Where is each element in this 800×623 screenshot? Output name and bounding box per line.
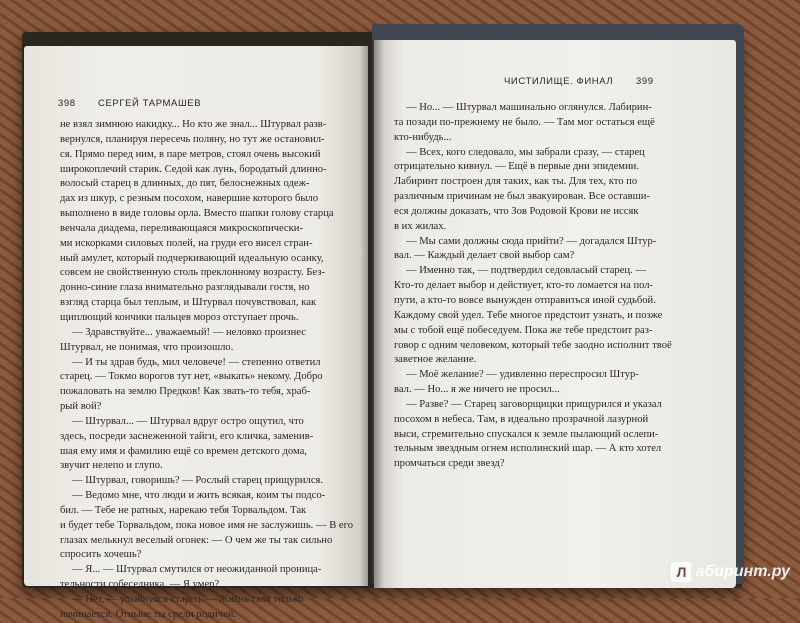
text-line: — Мы сами должны сюда прийти? — догадался Штур- (406, 235, 657, 247)
left-page-number: 398 (58, 98, 76, 109)
text-line: Штурвал, не понимая, что произошло. (60, 341, 234, 353)
text-line: пожаловать на землю Предков! Как звать-то тебя, храб- (60, 386, 311, 398)
text-line: Лабиринт построен для таких, как ты. Для тех, кто по (394, 176, 638, 188)
right-page-text (394, 101, 719, 472)
text-line: и будет тебе Торвальдом, пока новое имя не заслужишь. — В его (60, 519, 353, 531)
text-line: вал. — Каждый делает свой выбор сам? (394, 250, 575, 262)
text-line: — Нет, — улыбнулся старец. — Жизнь твоя только (72, 594, 304, 605)
text-line: рый вой? (60, 401, 102, 413)
text-line: широкоплечий старик. Седой как лунь, бородатый длинно- (60, 163, 327, 175)
right-page (374, 40, 736, 588)
labirint-logo-icon: Л (671, 562, 691, 582)
text-line: — Разве? — Старец заговорщицки прищурился и указал (406, 398, 662, 410)
text-line: старец. — Токмо ворогов тут нет, «выкать» некому. Добро (60, 371, 323, 383)
text-line: спросить хочешь? (60, 549, 142, 561)
watermark-text: абиринт.ру (695, 563, 790, 580)
text-line: в их жилах. (394, 220, 447, 232)
text-line: вернулся, планируя пересечь поляну, но тут же остановил- (60, 133, 325, 145)
text-line: — Здравствуйте... уважаемый! — неловко произнес (72, 326, 306, 338)
text-line: — И ты здрав будь, мил человече! — степенно ответил (72, 356, 321, 368)
text-line: здесь, посреди заснеженной тайги, его кличка, заменив- (60, 430, 314, 442)
text-line: глазах мелькнул веселый огонек: — О чем же ты так сильно (60, 534, 333, 546)
left-page (24, 46, 368, 620)
text-line: бил. — Тебе не ратных, нарекаю тебя Торвальдом. Так (60, 504, 307, 516)
text-line: — Но... — Штурвал машинально оглянулся. Лабирин- (406, 102, 652, 113)
text-line: звучит нелепо и глупо. (60, 460, 163, 472)
text-line: посохом в небеса. Там, в идеально прозрачной лазурной (394, 413, 649, 425)
text-line: — Всех, кого следовало, мы забрали сразу, — старец (406, 146, 645, 158)
text-line: — Штурвал... — Штурвал вдруг остро ощутил, что (72, 415, 304, 427)
text-line: не взял зимнюю накидку... Но кто же знал... Штурвал разв- (60, 119, 327, 130)
text-line: говор с одним человеком, который тебе заодно исполнит твоё (394, 339, 672, 351)
right-page-number: 399 (636, 76, 654, 87)
text-line: тельным звездным огнем исполинский шар. — А кто хотел (394, 443, 662, 455)
text-line: — Я... — Штурвал смутился от неожиданной проница- (72, 564, 322, 576)
text-line: кто-нибудь... (394, 131, 452, 143)
book-gutter (360, 40, 384, 588)
text-line: шая ему имя и фамилию ещё со времен детского дома, (60, 445, 307, 457)
text-line: — Ведомо мне, что люди и жить всякая, коим ты подсо- (72, 490, 326, 502)
right-running-head: ЧИСТИЛИЩЕ. ФИНАЛ (504, 76, 614, 87)
text-line: начинается. Отныне ты среди родичей. (60, 608, 237, 620)
text-line: — Именно так, — подтвердил седовласый старец. — (406, 265, 646, 277)
text-line: та позади по-прежнему не было. — Там мог остаться ещё (394, 116, 655, 128)
text-line: пути, а кто-то вовсе вынужден отправиться иной судьбой. (394, 294, 656, 306)
text-line: промчаться среди звезд? (394, 458, 505, 470)
text-line: еся должны доказать, что Зов Родовой Крови не иссяк (394, 205, 639, 217)
left-page-text (60, 118, 360, 623)
text-line: волосый старец в длинных, до пят, белоснежных одеж- (60, 178, 310, 190)
text-line: ный амулет, который подчеркивающий идеальную осанку, (60, 252, 324, 264)
text-line: выполнено в виде головы орла. Вместо шапки голову старца (60, 208, 334, 220)
watermark-logo (671, 562, 790, 582)
text-line: Каждому свой удел. Тебе многое предстоит узнать, и позже (394, 309, 663, 321)
text-line: вал. — Но... я же ничего не просил... (394, 384, 560, 396)
left-running-head: СЕРГЕЙ ТАРМАШЕВ (98, 98, 202, 109)
text-line: щиплющий кончики пальцев мороз отступает прочь. (60, 311, 299, 323)
text-line: заветное желание. (394, 354, 477, 366)
text-line: мы с тобой ещё побеседуем. Пока же тебе предстоит раз- (394, 324, 653, 336)
text-line: ми искорками силовых полей, на груди его висел стран- (60, 237, 313, 249)
text-line: — Моё желание? — удивленно переспросил Штур- (406, 369, 639, 381)
text-line: выси, стремительно спускался к земле пылающий ослепи- (394, 428, 659, 440)
text-line: ся. Прямо перед ним, в паре метров, стоял очень высокий (60, 148, 321, 160)
text-line: отрицательно кивнул. — Ещё в первые дни эпидемии. (394, 161, 640, 173)
text-line: дах из шкур, с резным посохом, навершие которого было (60, 193, 319, 205)
text-line: различным причинам не был эвакуирован. Все оставши- (394, 191, 650, 203)
text-line: Кто-то делает выбор и действует, кто-то ломается на пол- (394, 280, 654, 292)
text-line: донно-синие глаза внимательно разглядывали гостя, но (60, 282, 310, 294)
text-line: совсем не свойственную столь преклонному возрасту. Без- (60, 267, 325, 279)
text-line: тельности собеседника. — Я умер? (60, 579, 220, 591)
text-line: венчала диадема, переливающаяся микроскопически- (60, 222, 303, 234)
text-line: — Штурвал, говоришь? — Рослый старец прищурился. (72, 475, 324, 487)
text-line: взгляд старца был теплым, и Штурвал почувствовал, как (60, 297, 317, 309)
